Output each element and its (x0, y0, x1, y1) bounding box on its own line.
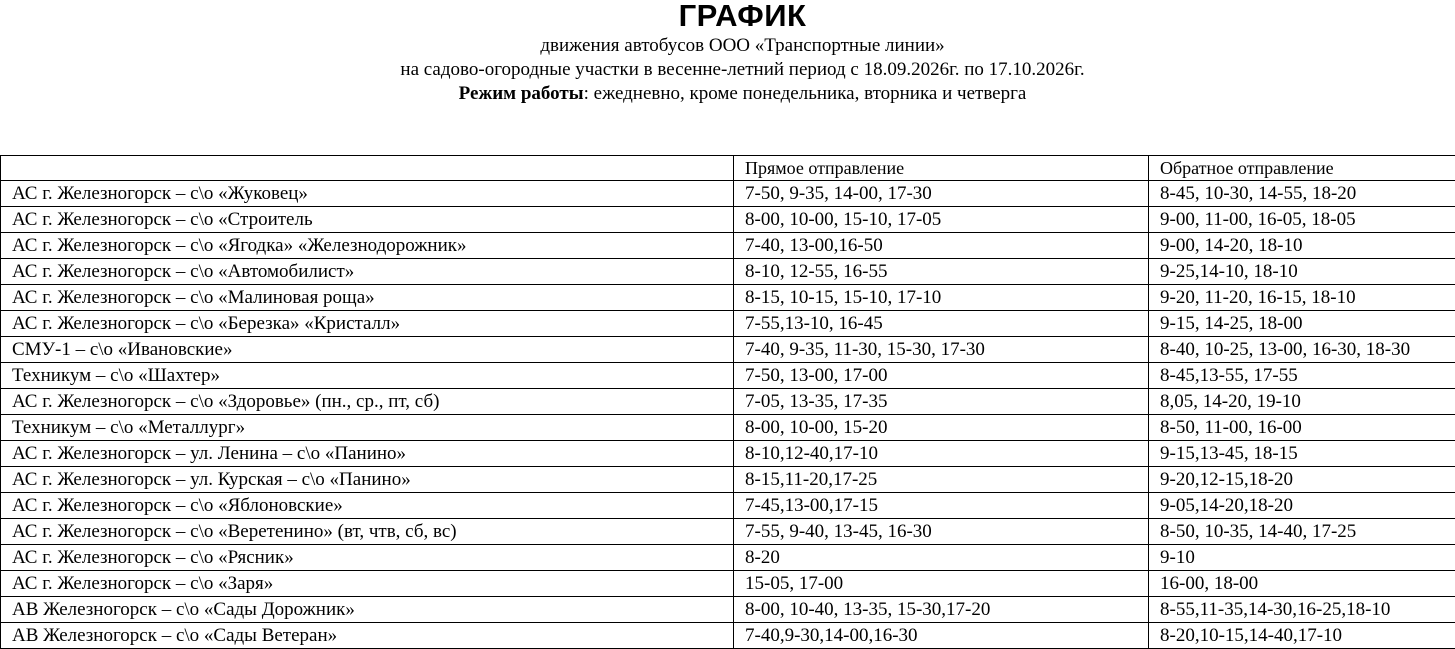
schedule-table-body (1, 156, 1455, 649)
document-title: ГРАФИК (0, 0, 1455, 36)
return-times-cell: 9-15, 14-25, 18-00 (1149, 311, 1455, 337)
route-cell: СМУ-1 – с\о «Ивановские» (1, 337, 734, 363)
return-times-cell: 8-55,11-35,14-30,16-25,18-10 (1149, 597, 1455, 623)
document-subtitle: движения автобусов ООО «Транспортные линии» (0, 35, 1455, 57)
operating-mode-label: Режим работы (459, 83, 584, 104)
forward-times-cell: 7-50, 13-00, 17-00 (734, 363, 1149, 389)
table-header-row (1, 156, 1455, 181)
return-times-cell: 9-15,13-45, 18-15 (1149, 441, 1455, 467)
table-row (1, 207, 1455, 233)
forward-times-cell: 8-10,12-40,17-10 (734, 441, 1149, 467)
forward-times-cell: 8-00, 10-40, 13-35, 15-30,17-20 (734, 597, 1149, 623)
forward-times-cell: 7-50, 9-35, 14-00, 17-30 (734, 181, 1149, 207)
forward-times-cell: 7-55, 9-40, 13-45, 16-30 (734, 519, 1149, 545)
forward-times-cell: 8-10, 12-55, 16-55 (734, 259, 1149, 285)
table-row (1, 467, 1455, 493)
forward-times-cell: 7-40, 13-00,16-50 (734, 233, 1149, 259)
route-cell: АС г. Железногорск – с\о «Веретенино» (вт, чтв, сб, вс) (1, 519, 734, 545)
operating-mode (0, 83, 1455, 105)
return-times-cell: 9-20,12-15,18-20 (1149, 467, 1455, 493)
table-row (1, 389, 1455, 415)
table-row (1, 285, 1455, 311)
route-cell: АС г. Железногорск – с\о «Рясник» (1, 545, 734, 571)
forward-times-cell: 8-20 (734, 545, 1149, 571)
forward-times-cell: 7-05, 13-35, 17-35 (734, 389, 1149, 415)
table-row (1, 623, 1455, 649)
return-times-cell: 9-20, 11-20, 16-15, 18-10 (1149, 285, 1455, 311)
route-cell: АС г. Железногорск – ул. Ленина – с\о «Панино» (1, 441, 734, 467)
return-times-cell: 8-20,10-15,14-40,17-10 (1149, 623, 1455, 649)
return-times-cell: 9-00, 11-00, 16-05, 18-05 (1149, 207, 1455, 233)
forward-times-cell: 8-00, 10-00, 15-10, 17-05 (734, 207, 1149, 233)
route-cell: АС г. Железногорск – с\о «Строитель (1, 207, 734, 233)
forward-times-cell: 7-55,13-10, 16-45 (734, 311, 1149, 337)
return-times-cell: 8-50, 10-35, 14-40, 17-25 (1149, 519, 1455, 545)
route-cell: АС г. Железногорск – с\о «Жуковец» (1, 181, 734, 207)
route-cell: АС г. Железногорск – с\о «Здоровье» (пн., ср., пт, сб) (1, 389, 734, 415)
table-row (1, 259, 1455, 285)
return-times-cell: 8-50, 11-00, 16-00 (1149, 415, 1455, 441)
return-times-cell: 8-45, 10-30, 14-55, 18-20 (1149, 181, 1455, 207)
return-times-cell: 8-40, 10-25, 13-00, 16-30, 18-30 (1149, 337, 1455, 363)
forward-times-cell: 7-45,13-00,17-15 (734, 493, 1149, 519)
route-cell: Техникум – с\о «Шахтер» (1, 363, 734, 389)
table-row (1, 337, 1455, 363)
return-times-cell: 8,05, 14-20, 19-10 (1149, 389, 1455, 415)
route-cell: АВ Железногорск – с\о «Сады Дорожник» (1, 597, 734, 623)
table-row (1, 311, 1455, 337)
return-times-cell: 9-05,14-20,18-20 (1149, 493, 1455, 519)
return-times-cell: 8-45,13-55, 17-55 (1149, 363, 1455, 389)
table-row (1, 181, 1455, 207)
schedule-table (0, 155, 1455, 649)
forward-times-cell: 8-15, 10-15, 15-10, 17-10 (734, 285, 1149, 311)
table-row (1, 519, 1455, 545)
document-period: на садово-огородные участки в весенне-летний период с 18.09.2026г. по 17.10.2026г. (0, 59, 1455, 81)
return-times-cell: 16-00, 18-00 (1149, 571, 1455, 597)
forward-times-cell: 7-40,9-30,14-00,16-30 (734, 623, 1149, 649)
table-row (1, 571, 1455, 597)
table-row (1, 493, 1455, 519)
return-times-cell: 9-25,14-10, 18-10 (1149, 259, 1455, 285)
route-cell: АВ Железногорск – с\о «Сады Ветеран» (1, 623, 734, 649)
forward-times-cell: 8-00, 10-00, 15-20 (734, 415, 1149, 441)
route-cell: АС г. Железногорск – с\о «Автомобилист» (1, 259, 734, 285)
header-forward-departure: Прямое отправление (734, 156, 1149, 181)
return-times-cell: 9-10 (1149, 545, 1455, 571)
route-cell: АС г. Железногорск – с\о «Ягодка» «Железнодорожник» (1, 233, 734, 259)
route-cell: Техникум – с\о «Металлург» (1, 415, 734, 441)
table-row (1, 233, 1455, 259)
return-times-cell: 9-00, 14-20, 18-10 (1149, 233, 1455, 259)
header-route (1, 156, 734, 181)
route-cell: АС г. Железногорск – ул. Курская – с\о «Панино» (1, 467, 734, 493)
route-cell: АС г. Железногорск – с\о «Яблоновские» (1, 493, 734, 519)
route-cell: АС г. Железногорск – с\о «Малиновая роща» (1, 285, 734, 311)
forward-times-cell: 7-40, 9-35, 11-30, 15-30, 17-30 (734, 337, 1149, 363)
route-cell: АС г. Железногорск – с\о «Березка» «Кристалл» (1, 311, 734, 337)
table-row (1, 363, 1455, 389)
table-row (1, 415, 1455, 441)
table-row (1, 545, 1455, 571)
table-row (1, 441, 1455, 467)
operating-mode-text: : ежедневно, кроме понедельника, вторника и четверга (584, 83, 1027, 104)
route-cell: АС г. Железногорск – с\о «Заря» (1, 571, 734, 597)
forward-times-cell: 8-15,11-20,17-25 (734, 467, 1149, 493)
header-return-departure: Обратное отправление (1149, 156, 1455, 181)
table-row (1, 597, 1455, 623)
forward-times-cell: 15-05, 17-00 (734, 571, 1149, 597)
